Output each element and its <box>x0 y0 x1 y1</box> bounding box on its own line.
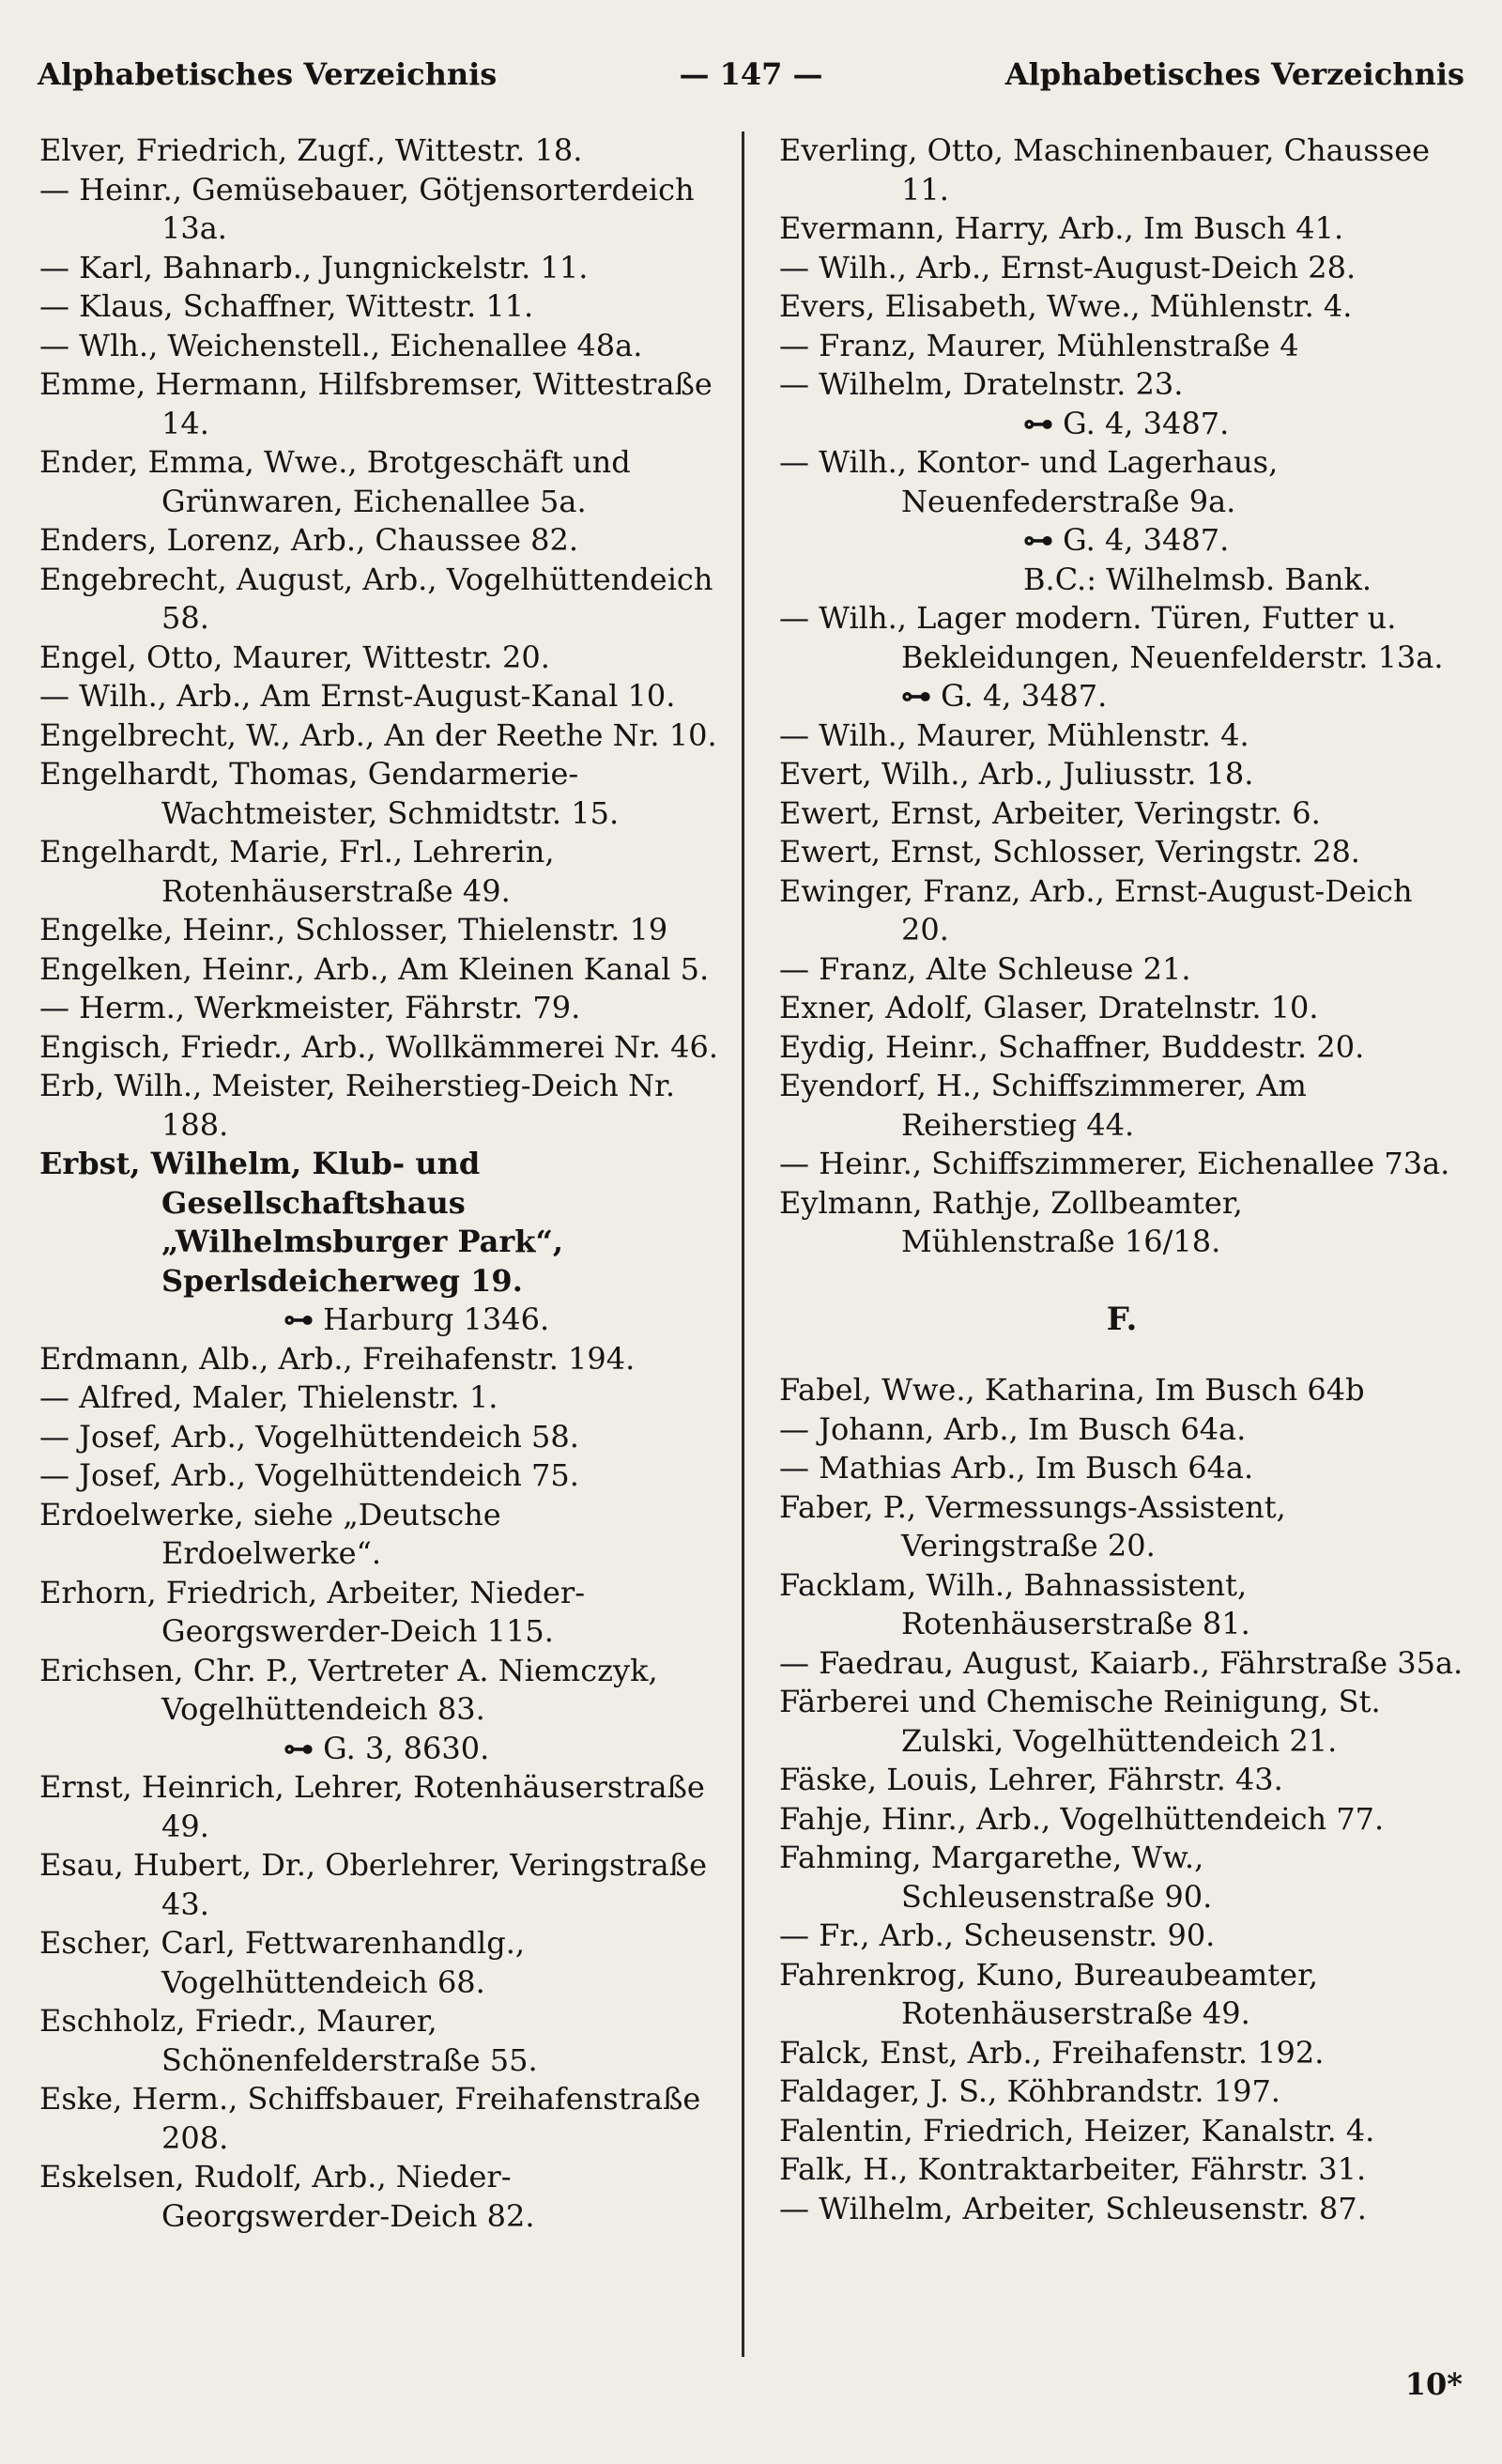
directory-entry: Fahrenkrog, Kuno, Bureaubeamter, Rotenhäuserstraße 49. <box>779 1956 1319 2031</box>
phone-number: Harburg 1346. <box>323 1301 550 1337</box>
phone-line <box>779 405 1464 444</box>
directory-entry: — Franz, Maurer, Mühlenstraße 4 <box>779 327 1299 363</box>
directory-entry: Fahje, Hinr., Arb., Vogelhüttendeich 77. <box>779 1800 1385 1837</box>
directory-entry: — Karl, Bahnarb., Jungnickelstr. 11. <box>39 249 589 285</box>
phone-line <box>39 1301 725 1340</box>
directory-entry: Exner, Adolf, Glaser, Dratelnstr. 10. <box>779 990 1319 1025</box>
directory-entry: Engelbrecht, W., Arb., An der Reethe Nr. 10. <box>39 716 717 753</box>
directory-entry: Fäske, Louis, Lehrer, Fährstr. 43. <box>779 1762 1283 1797</box>
directory-entry: Escher, Carl, Fettwarenhandlg., Vogelhüttendeich 68. <box>39 1925 526 2000</box>
phone-line <box>779 521 1464 561</box>
entry-kontor: — Wilh., Kontor- und Lagerhaus, Neuenfederstraße 9a. <box>779 444 1279 519</box>
directory-entry: Färberei und Chemische Reinigung, St. Zulski, Vogelhüttendeich 21. <box>779 1684 1381 1759</box>
left-entries-1 <box>39 131 725 1145</box>
telephone-key-icon: ⊶ <box>284 1301 314 1337</box>
directory-entry: Erb, Wilh., Meister, Reiherstieg-Deich Nr. 188. <box>39 1068 676 1143</box>
left-column <box>39 131 725 2236</box>
directory-entry: Fabel, Wwe., Katharina, Im Busch 64b <box>779 1372 1365 1408</box>
phone-number: G. 4, 3487. <box>1063 522 1230 558</box>
phone-number: G. 3, 8630. <box>323 1730 490 1766</box>
directory-entry: Eyendorf, H., Schiffszimmerer, Am Reiherstieg 44. <box>779 1068 1307 1143</box>
left-entries-2 <box>39 1340 725 1730</box>
directory-entry: — Wlh., Weichenstell., Eichenallee 48a. <box>39 327 643 363</box>
directory-entry: — Wilhelm, Arbeiter, Schleusenstr. 87. <box>779 2190 1367 2226</box>
right-column <box>779 131 1464 2228</box>
directory-entry: Ewert, Ernst, Schlosser, Veringstr. 28. <box>779 834 1360 870</box>
directory-entry: Eskelsen, Rudolf, Arb., Nieder-Georgswerder-Deich 82. <box>39 2159 535 2234</box>
telephone-key-icon: ⊶ <box>901 678 931 714</box>
directory-entry: — Herm., Werkmeister, Fährstr. 79. <box>39 990 581 1025</box>
phone-line <box>39 1730 725 1769</box>
directory-entry: — Josef, Arb., Vogelhüttendeich 58. <box>39 1418 579 1455</box>
directory-entry: Evermann, Harry, Arb., Im Busch 41. <box>779 210 1344 246</box>
telephone-key-icon: ⊶ <box>1023 522 1053 558</box>
left-entries-3 <box>39 1768 725 2236</box>
directory-entry: Faber, P., Vermessungs-Assistent, Veringstraße 20. <box>779 1488 1286 1563</box>
directory-entry: Facklam, Wilh., Bahnassistent, Rotenhäuserstraße 81. <box>779 1566 1250 1641</box>
directory-entry: Engelhardt, Thomas, Gendarmerie-Wachtmeister, Schmidtstr. 15. <box>39 756 620 831</box>
directory-entry: — Johann, Arb., Im Busch 64a. <box>779 1410 1247 1447</box>
directory-entry: — Franz, Alte Schleuse 21. <box>779 950 1191 987</box>
directory-entry: Ender, Emma, Wwe., Brotgeschäft und Grünwaren, Eichenallee 5a. <box>39 444 631 519</box>
page-header <box>38 56 1464 101</box>
header-left-title: Alphabetisches Verzeichnis <box>38 56 498 92</box>
directory-entry: — Wilhelm, Dratelnstr. 23. <box>779 366 1184 402</box>
telephone-key-icon: ⊶ <box>1023 405 1053 441</box>
directory-entry: Engelken, Heinr., Arb., Am Kleinen Kanal 5. <box>39 950 710 987</box>
header-right-title: Alphabetisches Verzeichnis <box>1004 56 1464 92</box>
directory-entry: Eylmann, Rathje, Zollbeamter, Mühlenstraße 16/18. <box>779 1184 1243 1259</box>
directory-entry: — Heinr., Schiffszimmerer, Eichenallee 73a. <box>779 1146 1450 1181</box>
directory-entry: Esau, Hubert, Dr., Oberlehrer, Veringstraße 43. <box>39 1847 707 1922</box>
directory-entry: Eydig, Heinr., Schaffner, Buddestr. 20. <box>779 1028 1365 1065</box>
directory-entry: Ewinger, Franz, Arb., Ernst-August-Deich 20. <box>779 872 1413 947</box>
entry-lager-text: — Wilh., Lager modern. Türen, Futter u. Bekleidungen, Neuenfelderstr. 13a. <box>779 600 1444 675</box>
directory-entry: Engisch, Friedr., Arb., Wollkämmerei Nr. 46. <box>39 1028 719 1065</box>
directory-entry: — Mathias Arb., Im Busch 64a. <box>779 1450 1254 1486</box>
directory-entry: Faldager, J. S., Köhbrandstr. 197. <box>779 2073 1280 2109</box>
directory-entry: Falck, Enst, Arb., Freihafenstr. 192. <box>779 2034 1325 2071</box>
directory-entry: Engelke, Heinr., Schlosser, Thielenstr. 19 <box>39 912 668 947</box>
directory-entry: Eschholz, Friedr., Maurer, Schönenfelderstraße 55. <box>39 2003 538 2078</box>
directory-entry: Engel, Otto, Maurer, Wittestr. 20. <box>39 639 550 675</box>
directory-entry: Falk, H., Kontraktarbeiter, Fährstr. 31. <box>779 2151 1367 2187</box>
phone-number: G. 4, 3487. <box>941 678 1108 714</box>
directory-entry: Engebrecht, August, Arb., Vogelhüttendeich 58. <box>39 561 713 636</box>
footer-signature-mark: 10* <box>1404 2366 1463 2402</box>
directory-entry: Everling, Otto, Maschinenbauer, Chaussee 11. <box>779 132 1431 208</box>
directory-entry: Engelhardt, Marie, Frl., Lehrerin, Rotenhäuserstraße 49. <box>39 834 555 909</box>
directory-entry: Erdoelwerke, siehe „Deutsche Erdoelwerke“. <box>39 1496 501 1571</box>
directory-entry: — Wilh., Arb., Am Ernst-August-Kanal 10. <box>39 678 676 714</box>
directory-entry: — Faedrau, August, Kaiarb., Fährstraße 35a. <box>779 1644 1464 1681</box>
entry-lager <box>779 599 1464 716</box>
bank-line <box>779 561 1464 600</box>
directory-entry: — Fr., Arb., Scheusenstr. 90. <box>779 1917 1216 1953</box>
right-entries-1 <box>779 131 1464 405</box>
column-divider <box>742 131 744 2357</box>
directory-entry: — Alfred, Maler, Thielenstr. 1. <box>39 1379 498 1415</box>
bank-text: B.C.: Wilhelmsb. Bank. <box>1023 561 1372 597</box>
directory-entry: Ewert, Ernst, Arbeiter, Veringstr. 6. <box>779 794 1321 831</box>
directory-entry: Erhorn, Friedrich, Arbeiter, Nieder-Georgswerder-Deich 115. <box>39 1574 586 1649</box>
directory-entry: — Wilh., Arb., Ernst-August-Deich 28. <box>779 249 1356 285</box>
directory-entry: Ernst, Heinrich, Lehrer, Rotenhäuserstraße 49. <box>39 1769 705 1844</box>
directory-entry: Erdmann, Alb., Arb., Freihafenstr. 194. <box>39 1340 636 1377</box>
directory-entry: Falentin, Friedrich, Heizer, Kanalstr. 4. <box>779 2112 1375 2148</box>
telephone-key-icon: ⊶ <box>284 1730 314 1766</box>
right-entries-2 <box>779 716 1464 1262</box>
directory-entry: Elver, Friedrich, Zugf., Wittestr. 18. <box>39 132 583 168</box>
directory-entry: — Josef, Arb., Vogelhüttendeich 75. <box>39 1457 579 1493</box>
section-letter-heading: F. <box>1106 1300 1138 1338</box>
phone-number: G. 4, 3487. <box>1063 405 1230 441</box>
entry-bold-erbst: Erbst, Wilhelm, Klub- und Gesellschaftshaus „Wilhelmsburger Park“, Sperlsdeicherweg 19. <box>39 1146 563 1299</box>
directory-entry: Eske, Herm., Schiffsbauer, Freihafenstraße 208. <box>39 2081 701 2156</box>
directory-entry: Emme, Hermann, Hilfsbremser, Wittestraße 14. <box>39 366 713 441</box>
directory-entry: Erichsen, Chr. P., Vertreter A. Niemczyk, Vogelhüttendeich 83. <box>39 1652 658 1727</box>
page-number: — 147 — <box>679 56 823 92</box>
directory-entry: — Heinr., Gemüsebauer, Götjensorterdeich 13a. <box>39 171 695 246</box>
right-entries-3 <box>779 1371 1464 2228</box>
directory-entry: Evert, Wilh., Arb., Juliusstr. 18. <box>779 756 1254 792</box>
directory-entry: — Wilh., Maurer, Mühlenstr. 4. <box>779 716 1249 753</box>
directory-entry: Enders, Lorenz, Arb., Chaussee 82. <box>39 522 578 558</box>
directory-entry: — Klaus, Schaffner, Wittestr. 11. <box>39 288 534 324</box>
directory-entry: Fahming, Margarethe, Ww., Schleusenstraße 90. <box>779 1840 1213 1915</box>
directory-entry: Evers, Elisabeth, Wwe., Mühlenstr. 4. <box>779 288 1353 324</box>
